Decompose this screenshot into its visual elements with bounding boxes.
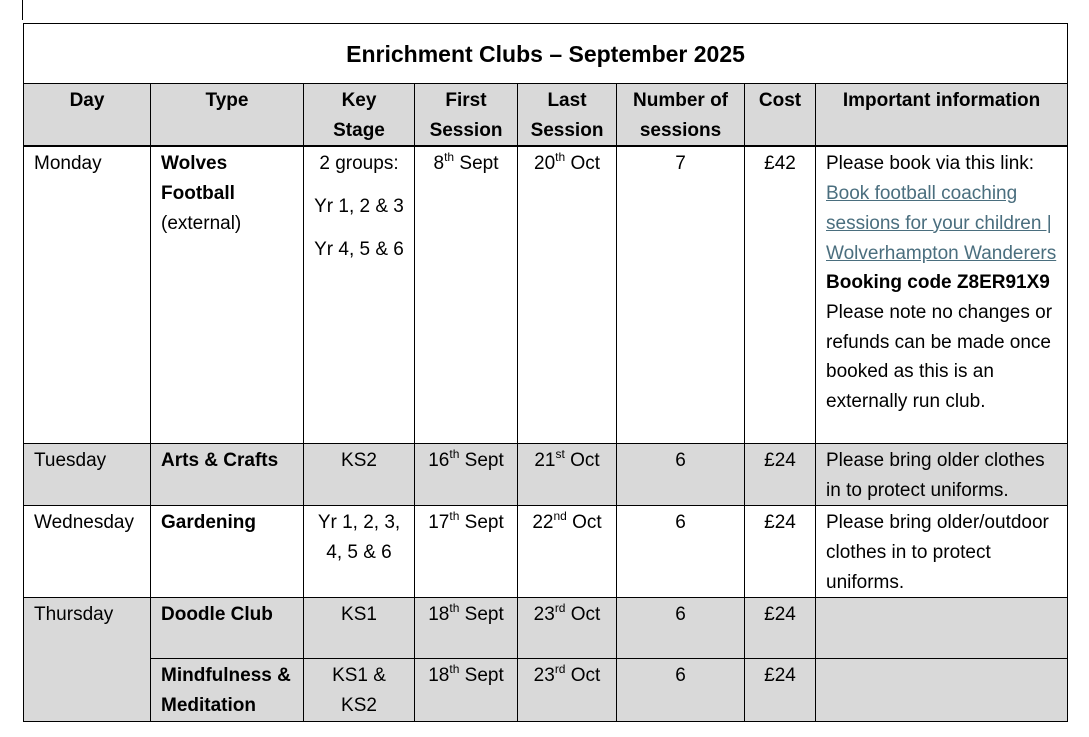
text-cursor	[22, 0, 23, 20]
table-row-monday	[24, 146, 1068, 443]
key-stage-cell: Yr 1, 2, 3, 4, 5 & 6	[304, 506, 415, 598]
info-cell	[816, 659, 1068, 721]
type-cell	[151, 146, 304, 443]
header-important-information: Important information	[816, 84, 1068, 147]
type-cell: Gardening	[151, 506, 304, 598]
table-row-thursday-doodle	[24, 598, 1068, 659]
day-cell: Monday	[24, 146, 151, 443]
header-number-of-sessions: Number of sessions	[617, 84, 745, 147]
day-cell: Thursday	[24, 598, 151, 721]
booking-link[interactable]: Book football coaching sessions for your children | Wolverhampton Wanderers	[826, 183, 1057, 264]
first-session-cell: 18th Sept	[415, 598, 518, 659]
type-cell: Doodle Club	[151, 598, 304, 659]
info-cell	[816, 146, 1068, 443]
last-session-cell: 23rd Oct	[518, 659, 617, 721]
table-row-tuesday	[24, 443, 1068, 505]
booking-code: Booking code Z8ER91X9	[826, 272, 1050, 294]
header-cost: Cost	[745, 84, 816, 147]
key-stage-cell: KS1 & KS2	[304, 659, 415, 721]
header-key-stage: Key Stage	[304, 84, 415, 147]
type-cell: Mindfulness & Meditation	[151, 659, 304, 721]
info-cell: Please bring older/outdoor clothes in to protect uniforms.	[816, 506, 1068, 598]
last-session-cell: 22nd Oct	[518, 506, 617, 598]
info-cell: Please bring older clothes in to protect uniforms.	[816, 443, 1068, 505]
first-session-cell: 17th Sept	[415, 506, 518, 598]
table-row-thursday-mindfulness	[24, 659, 1068, 721]
type-cell: Arts & Crafts	[151, 443, 304, 505]
info-cell	[816, 598, 1068, 659]
key-stage-cell: KS1	[304, 598, 415, 659]
cost-cell: £24	[745, 506, 816, 598]
title-row	[24, 24, 1068, 84]
first-session-cell: 8th Sept	[415, 146, 518, 443]
cost-cell: £24	[745, 598, 816, 659]
table-row-wednesday	[24, 506, 1068, 598]
cost-cell: £24	[745, 659, 816, 721]
enrichment-clubs-table	[23, 23, 1068, 722]
last-session-cell: 23rd Oct	[518, 598, 617, 659]
key-stage-label: 2 groups:	[319, 153, 399, 175]
header-row	[24, 84, 1068, 147]
key-stage-group-2: Yr 4, 5 & 6	[314, 238, 404, 260]
header-type: Type	[151, 84, 304, 147]
sessions-cell: 6	[617, 443, 745, 505]
club-name: Wolves Football	[161, 153, 235, 205]
header-day: Day	[24, 84, 151, 147]
sessions-cell: 7	[617, 146, 745, 443]
table-title: Enrichment Clubs – September 2025	[24, 24, 1068, 84]
header-first-session: First Session	[415, 84, 518, 147]
key-stage-cell	[304, 146, 415, 443]
key-stage-cell: KS2	[304, 443, 415, 505]
first-session-cell: 16th Sept	[415, 443, 518, 505]
info-intro: Please book via this link:	[826, 153, 1035, 175]
club-note: (external)	[161, 212, 242, 234]
header-last-session: Last Session	[518, 84, 617, 147]
sessions-cell: 6	[617, 506, 745, 598]
sessions-cell: 6	[617, 659, 745, 721]
key-stage-group-1: Yr 1, 2 & 3	[314, 196, 404, 218]
sessions-cell: 6	[617, 598, 745, 659]
cost-cell: £42	[745, 146, 816, 443]
day-cell: Tuesday	[24, 443, 151, 505]
day-cell: Wednesday	[24, 506, 151, 598]
last-session-cell: 21st Oct	[518, 443, 617, 505]
cost-cell: £24	[745, 443, 816, 505]
info-note: Please note no changes or refunds can be made once booked as this is an externally run club.	[826, 301, 1053, 413]
first-session-cell: 18th Sept	[415, 659, 518, 721]
last-session-cell: 20th Oct	[518, 146, 617, 443]
